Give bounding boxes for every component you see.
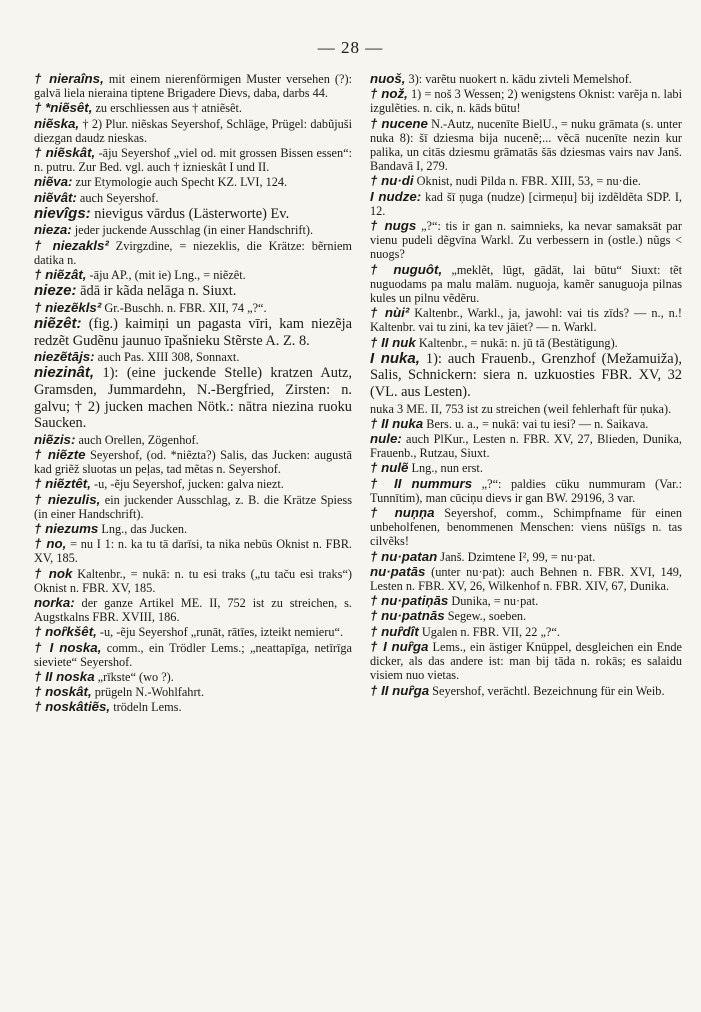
entry-text: Dunika, = nu·pat. — [448, 594, 539, 609]
dictionary-entry — [370, 402, 682, 416]
entry-text: nievigus vārdus (Lästerworte) Ev. — [90, 205, 290, 222]
entry-headword: † nu·patan — [370, 548, 438, 564]
entry-text: 1): auch Frauenb., Grenzhof (Mežamuiža), Salis, Schnickern: siera n. uzkuosties FBR. XV, 32 (VL. aus Lesten). — [370, 350, 682, 401]
dictionary-entry — [34, 175, 352, 189]
entry-text: „?“: tis ir gan n. saimnieks, ka nevar samaksāt par vienu pudeli dẽgvīna Warkl. Zu verbessern in (ostle.) nũgs < nuogs? — [370, 219, 682, 262]
entry-headword: † niezẽkls² — [34, 299, 102, 315]
entry-text: 1) = noš 3 Wessen; 2) wenigstens Oknist: varẽja n. labi izgulẽties. n. cik, n. kāds būtu! — [370, 87, 682, 116]
entry-text: kad šī ņuga (nudze) [cirmeņu] bij izdẽldẽta SDP. I, 12. — [370, 189, 682, 218]
dictionary-entry — [370, 190, 682, 218]
entry-headword: † nùi² — [370, 305, 410, 321]
entry-headword: † niẽztêt, — [34, 476, 91, 492]
entry-text: Zvirgzdine, = niezeklis, die Krätze: bẽrniem datika n. — [34, 238, 352, 267]
entry-text: nuka 3 ME. II, 753 ist zu streichen (weil fehlerhaft für ņuka). — [370, 401, 672, 416]
dictionary-entry — [34, 477, 352, 491]
dictionary-entry — [370, 609, 682, 623]
dictionary-entry — [34, 433, 352, 447]
entry-text: mit einem nierenförmigen Muster versehen (?): galvā liela nieraina tiptene Brigadere Dievs, daba, darbs 44. — [34, 72, 352, 101]
entry-text: jeder juckende Ausschlag (in einer Handschrift). — [71, 223, 314, 238]
entry-headword: † nož, — [370, 86, 408, 102]
page-number: — 28 — — [317, 38, 384, 57]
entry-headword: † II nummurs — [370, 475, 473, 491]
dictionary-entry — [34, 223, 352, 237]
entry-text: auch PlKur., Lesten n. FBR. XV, 27, Blieden, Dunika, Frauenb., Rutzau, Siuxt. — [370, 432, 682, 461]
left-column — [34, 72, 352, 716]
entry-text: 1): (eine juckende Stelle) kratzen Autz, Gramsden, Jummardehn, N.-Bergfried, Zirsten: n. galvu; † 2) jucken machen Nötk.: nātra niezina ruoku Saucken. — [34, 365, 352, 432]
entry-headword: I nuka, — [370, 349, 420, 367]
dictionary-entry — [34, 365, 352, 431]
dictionary-entry — [34, 101, 352, 115]
entry-headword: † I noska, — [34, 639, 102, 655]
entry-headword: niẽzis: — [34, 431, 76, 447]
dictionary-entry — [34, 117, 352, 145]
entry-headword: norka: — [34, 595, 75, 611]
entry-headword: † noskâtiẽs, — [34, 699, 111, 715]
dictionary-entry — [370, 565, 682, 593]
dictionary-entry — [370, 594, 682, 608]
entry-text: zu erschliessen aus † atniẽsêt. — [92, 101, 242, 116]
entry-headword: † nugs — [370, 218, 417, 234]
dictionary-entry — [370, 306, 682, 334]
entry-headword: niẽzêt: — [34, 315, 82, 333]
entry-headword: nule: — [370, 431, 402, 447]
entry-headword: † *niẽsêt, — [34, 100, 93, 116]
entry-headword: niezinât, — [34, 364, 95, 382]
entry-headword: † nieraîns, — [34, 71, 104, 86]
entry-headword: niẽska, — [34, 115, 80, 131]
dictionary-entry — [34, 522, 352, 536]
entry-text: -āju AP., (mit ie) Lng., = niẽzêt. — [86, 268, 246, 283]
dictionary-entry — [370, 263, 682, 306]
entry-headword: I nudze: — [370, 188, 422, 204]
entry-text: Ugalen n. FBR. VII, 22 „?“. — [418, 624, 560, 639]
entry-headword: † niezakls² — [34, 237, 109, 253]
dictionary-entry — [370, 432, 682, 460]
entry-headword: † niẽskât, — [34, 145, 96, 161]
entry-headword: † nuņņa — [370, 505, 435, 521]
entry-headword: † niezulis, — [34, 491, 101, 507]
entry-headword: † nucene — [370, 115, 428, 131]
entry-text: Kaltenbr., = nukā: n. jū tā (Bestätigung). — [415, 335, 618, 350]
entry-text: (unter nu·pat): auch Behnen n. FBR. XVI, 149, Lesten n. FBR. XV, 26, Wilkenhof n. FBR. XIV, 67, Dunika. — [370, 564, 682, 594]
dictionary-entry — [370, 351, 682, 401]
entry-headword: nievîgs: — [34, 204, 91, 222]
entry-headword: † II nuȓga — [370, 682, 430, 698]
dictionary-entry — [370, 117, 682, 174]
entry-headword: nieze: — [34, 282, 77, 300]
dictionary-entry — [34, 596, 352, 624]
right-column — [370, 72, 682, 699]
entry-text: (fig.) kaimiņi un pagasta vīri, kam niezẽja redzẽt Gudẽnu jaunuo īpašnieku Stẽrste A. Z. 8. — [34, 316, 352, 349]
dictionary-entry — [370, 550, 682, 564]
entry-headword: † nuȓdît — [370, 623, 419, 639]
entry-headword: † II nuk — [370, 334, 416, 350]
dictionary-entry — [34, 146, 352, 174]
entry-text: auch Seyershof. — [76, 190, 159, 205]
entry-text: ādā ir kãda nelāga n. Siuxt. — [76, 283, 237, 300]
dictionary-entry — [34, 685, 352, 699]
entry-text: Janš. Dzimtene I², 99, = nu·pat. — [437, 549, 596, 564]
dictionary-entry — [34, 700, 352, 714]
entry-text: Kaltenbr., = nukā: n. tu esi traks („tu taču esi traks“) Oknist n. FBR. XV, 185. — [34, 566, 352, 595]
entry-headword: niẽva: — [34, 174, 73, 190]
entry-text: -u, -ẽju Seyershof, jucken: galva niezt. — [90, 477, 284, 492]
entry-text: -āju Seyershof „viel od. mit grossen Bissen essen“: n. putru. Zur Bed. vgl. auch † iznieskât I und II. — [34, 146, 352, 175]
dictionary-entry — [34, 350, 352, 364]
dictionary-entry — [34, 301, 352, 315]
dictionary-entry — [370, 219, 682, 262]
entry-text: Lng., das Jucken. — [98, 522, 188, 537]
dictionary-entry — [34, 268, 352, 282]
dictionary-entry — [34, 72, 352, 100]
entry-text: Bers. u. a., = nukā: vai tu iesi? — n. Saikava. — [423, 416, 649, 431]
entry-text: ein juckender Ausschlag, z. B. die Krätze Spiess (in einer Handschrift). — [34, 492, 352, 521]
dictionary-entry — [34, 448, 352, 476]
dictionary-entry — [34, 641, 352, 669]
entry-headword: nu·patās — [370, 563, 426, 579]
entry-headword: † nok — [34, 565, 73, 581]
entry-text: prügeln N.-Wohlfahrt. — [91, 685, 205, 700]
dictionary-entry — [34, 316, 352, 349]
entry-text: -u, -ẽju Seyershof „runāt, rātīes, izteikt nemieru“. — [96, 625, 344, 640]
entry-text: „rīkste“ (wo ?). — [94, 670, 174, 685]
dictionary-entry — [34, 191, 352, 205]
entry-text: Seyershof, comm., Schimpfname für einen unbeholfenen, benommenen Menschen: viens nūšīgs n. tas cilvẽks! — [370, 506, 682, 549]
dictionary-entry — [34, 625, 352, 639]
entry-text: Seyershof, verächtl. Bezeichnung für ein Weib. — [429, 683, 665, 698]
entry-headword: † niẽzât, — [34, 267, 87, 283]
entry-headword: † noȓkšêt, — [34, 624, 97, 640]
entry-text: Lng., nun erst. — [408, 461, 483, 476]
entry-headword: † niezums — [34, 521, 99, 537]
entry-text: zur Etymologie auch Specht KZ. LVI, 124. — [72, 175, 288, 190]
entry-text: Seyershof, (od. *niẽzta?) Salis, das Jucken: augustā kad griẽž sluotas un peļas, tad mẽtas n. Seyershof. — [34, 448, 352, 477]
dictionary-entry — [34, 537, 352, 565]
entry-text: auch Orellen, Zögenhof. — [75, 432, 199, 447]
dictionary-entry — [370, 417, 682, 431]
entry-headword: † noskât, — [34, 684, 92, 700]
entry-headword: † II noska — [34, 669, 95, 685]
dictionary-entry — [34, 670, 352, 684]
entry-text: 3): varẽtu nuokert n. kādu zivteli Memelshof. — [405, 72, 632, 86]
dictionary-entry — [34, 239, 352, 267]
dictionary-entry — [34, 567, 352, 595]
entry-text: Lems., ein ästiger Knüppel, desgleichen ein Ende dicker, als das andere ist: man bij tāda n. rokās; es salaidu visiem nuo vietas. — [370, 639, 683, 683]
entry-text: N.-Autz, nucenīte BielU., = nuku grāmata (s. unter nuka 8): šī dziesma bija nucenẽ;... vẽcā nucenīte nezin kur palika, un citās dziesmu grāmatās šās dziesmas vairs nav Janš. Bandavā I, 279. — [370, 116, 682, 174]
dictionary-entry — [34, 283, 352, 300]
entry-headword: † I nuȓga — [370, 638, 429, 654]
entry-headword: † niẽzte — [34, 447, 86, 462]
dictionary-entry — [34, 206, 352, 223]
entry-headword: † nuguôt, — [370, 261, 443, 277]
entry-headword: † nu·di — [370, 173, 414, 189]
entry-text: auch Pas. XIII 308, Sonnaxt. — [94, 350, 240, 365]
entry-text: „meklẽt, lūgt, gādāt, lai būtu“ Siuxt: tẽt nuguodams pa malu malām. nuguoja, kamẽr sanuguoja pilnas kules un pilnu vẽdẽru. — [370, 262, 682, 306]
dictionary-entry — [34, 493, 352, 521]
dictionary-entry — [370, 506, 682, 549]
entry-headword: niezẽtājs: — [34, 349, 95, 365]
entry-text: comm., ein Trödler Lems.; „neattapīga, netīrīga sieviete“ Seyershof. — [34, 640, 352, 669]
dictionary-entry — [370, 640, 682, 683]
dictionary-entry — [370, 174, 682, 188]
entry-headword: nuoš, — [370, 71, 406, 86]
dictionary-entry — [370, 625, 682, 639]
entry-headword: nieza: — [34, 222, 72, 238]
entry-text: Gr.-Buschh. n. FBR. XII, 74 „?“. — [101, 300, 267, 315]
entry-text: Segew., soeben. — [444, 609, 527, 624]
entry-text: trödeln Lems. — [110, 700, 182, 715]
entry-text: † 2) Plur. niẽskas Seyershof, Schläge, Prügel: dabũjuši diezgan daudz nieskas. — [34, 116, 352, 145]
entry-headword: † nu·patiņās — [370, 593, 449, 609]
entry-headword: † no, — [34, 536, 67, 552]
entry-text: Kaltenbr., Warkl., ja, jawohl: vai tis zīds? — n., n.! Kaltenbr. vai tu zini, ka tev jāiet? — n. Warkl. — [370, 306, 682, 335]
entry-text: = nu I 1: n. ka tu tā darīsi, ta nika nebūs Oknist n. FBR. XV, 185. — [34, 537, 352, 566]
dictionary-entry — [370, 87, 682, 115]
dictionary-entry — [370, 684, 682, 698]
entry-headword: † nu·patnās — [370, 608, 445, 624]
entry-text: der ganze Artikel ME. II, 752 ist zu streichen, s. Augstkalns FBR. XVIII, 186. — [34, 596, 352, 625]
entry-text: „?“: paldies cūku nummuram (Var.: Tunnītim), man cūciņu dievs ir gan BW. 29196, 3 var. — [370, 476, 682, 505]
dictionary-entry — [370, 336, 682, 350]
dictionary-entry — [370, 477, 682, 505]
dictionary-entry — [370, 72, 682, 86]
entry-headword: † II nuka — [370, 415, 424, 431]
entry-headword: † nulẽ — [370, 460, 409, 476]
entry-text: Oknist, nudi Pilda n. FBR. XIII, 53, = nu·die. — [413, 174, 641, 189]
dictionary-entry — [370, 461, 682, 475]
entry-headword: niẽvât: — [34, 189, 77, 205]
